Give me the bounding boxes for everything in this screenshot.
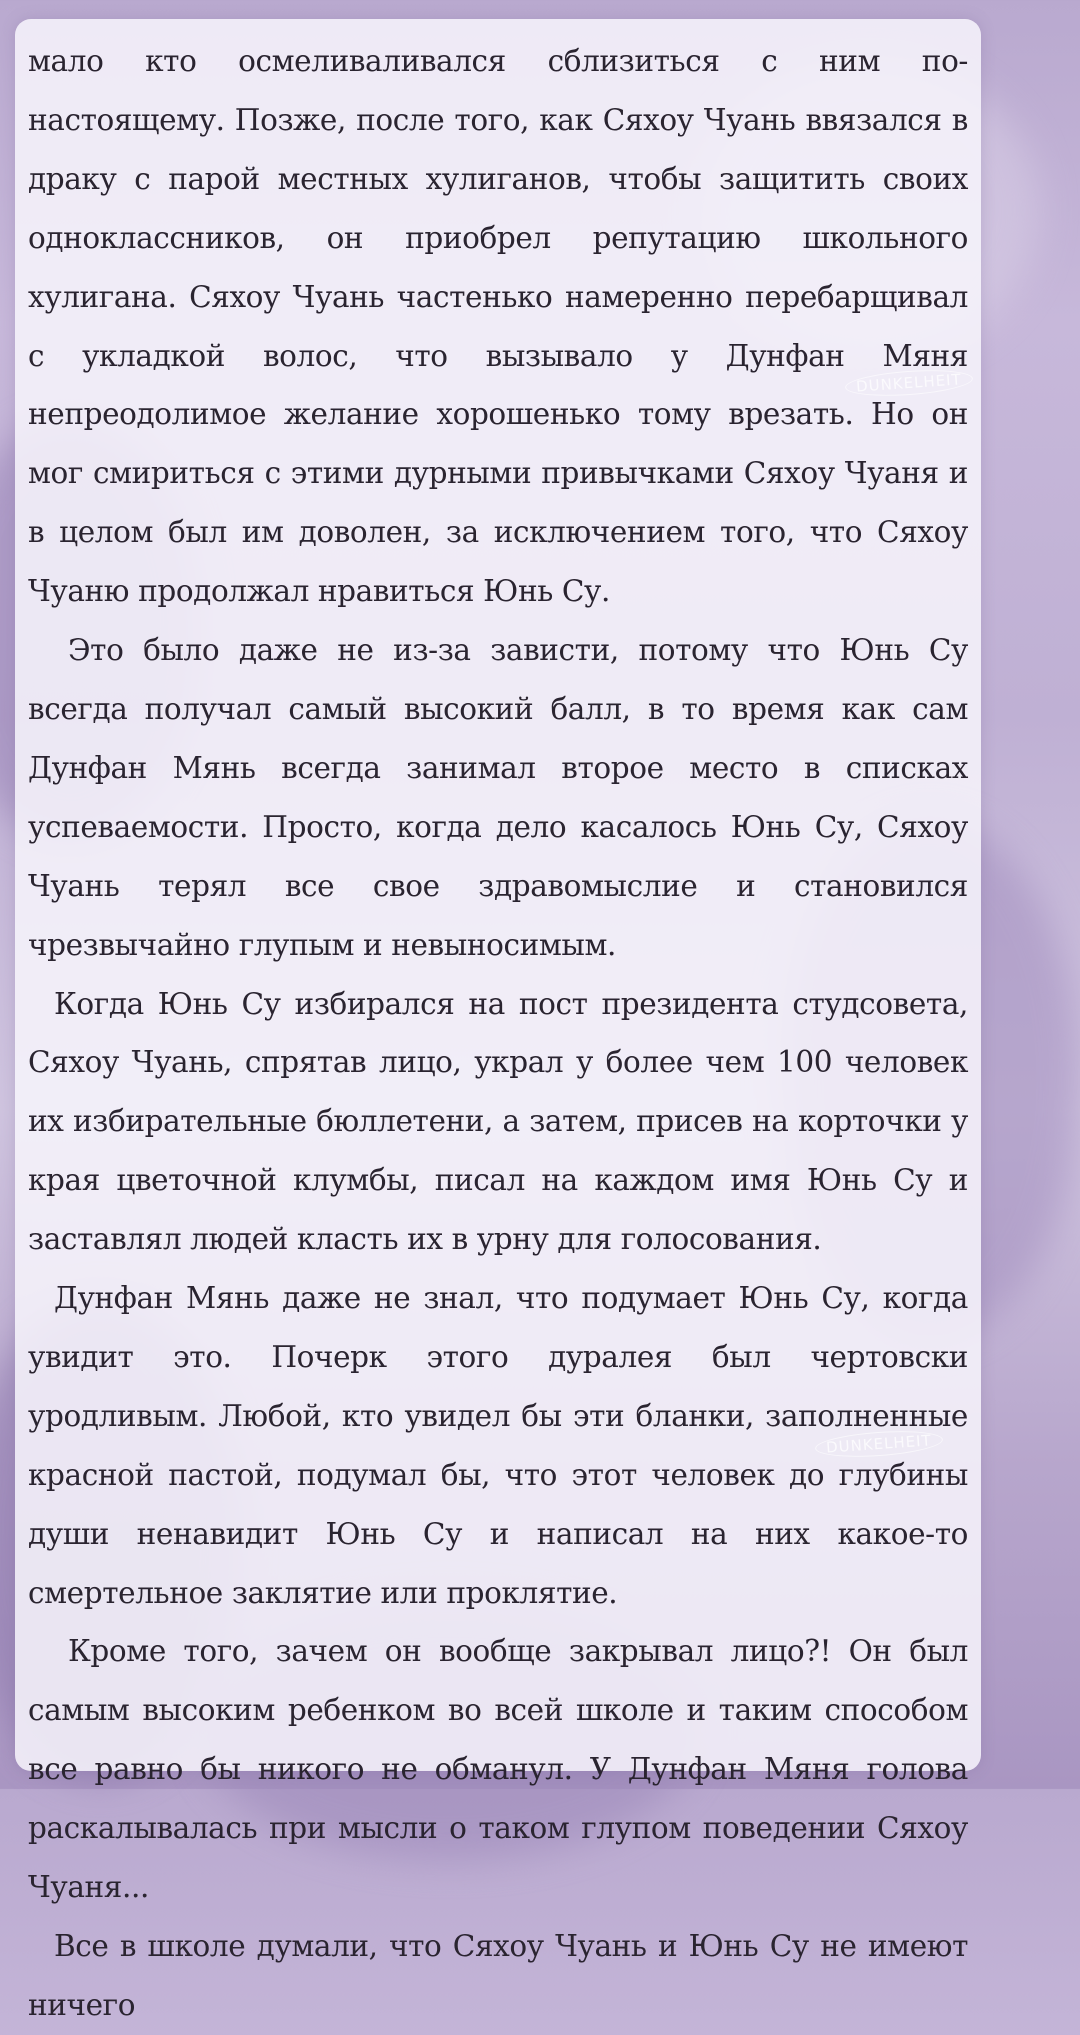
paragraph-4: Дунфан Мянь даже не знал, что подумает Юнь Су, когда увидит это. Почерк этого дуралея был чертовски уродливым. Любой, кто увидел бы эти бланки, заполненные красной пастой, подумал бы, что этот человек до глубины души ненавидит Юнь Су и написал на них какое-то смертельное заклятие или проклятие. (28, 1281, 968, 1610)
watermark: DUNKELHEIT (814, 1428, 943, 1461)
paragraph-5: Кроме того, зачем он вообще закрывал лицо?! Он был самым высоким ребенком во всей школе и таким способом все равно бы никого не обманул. У Дунфан Мяня голова раскалывалась при мысли о таком глупом поведении Сяхоу Чуаня... (28, 1634, 968, 1905)
text-panel (15, 19, 981, 2022)
watermark: DUNKELHEIT (844, 367, 973, 400)
paragraph-1: мало кто осмеливаливался сблизиться с ним по-настоящему. Позже, после того, как Сяхоу Чуань ввязался в драку с парой местных хулиганов, чтобы защитить своих одноклассников, он приобрел репутацию школьного хулигана. Сяхоу Чуань частенько намеренно перебарщивал с укладкой волос, что вызывало у Дунфан Мяня непреодолимое желание хорошенько тому врезать. Но он мог смириться с этими дурными привычками Сяхоу Чуаня и в целом был им доволен, за исключением того, что Сяхоу Чуаню продолжал нравиться Юнь Су. (28, 44, 968, 609)
story-text (28, 32, 968, 2035)
paragraph-6: Все в школе думали, что Сяхоу Чуань и Юнь Су не имеют ничего (28, 1929, 968, 2022)
paragraph-2: Это было даже не из-за зависти, потому что Юнь Су всегда получал самый высокий балл, в то время как сам Дунфан Мянь всегда занимал второе место в списках успеваемости. Просто, когда дело касалось Юнь Су, Сяхоу Чуань терял все свое здравомыслие и становился чрезвычайно глупым и невыносимым. (28, 633, 968, 962)
paragraph-3: Когда Юнь Су избирался на пост президента студсовета, Сяхоу Чуань, спрятав лицо, украл у более чем 100 человек их избирательные бюллетени, а затем, присев на корточки у края цветочной клумбы, писал на каждом имя Юнь Су и заставлял людей класть их в урну для голосования. (28, 986, 968, 1257)
